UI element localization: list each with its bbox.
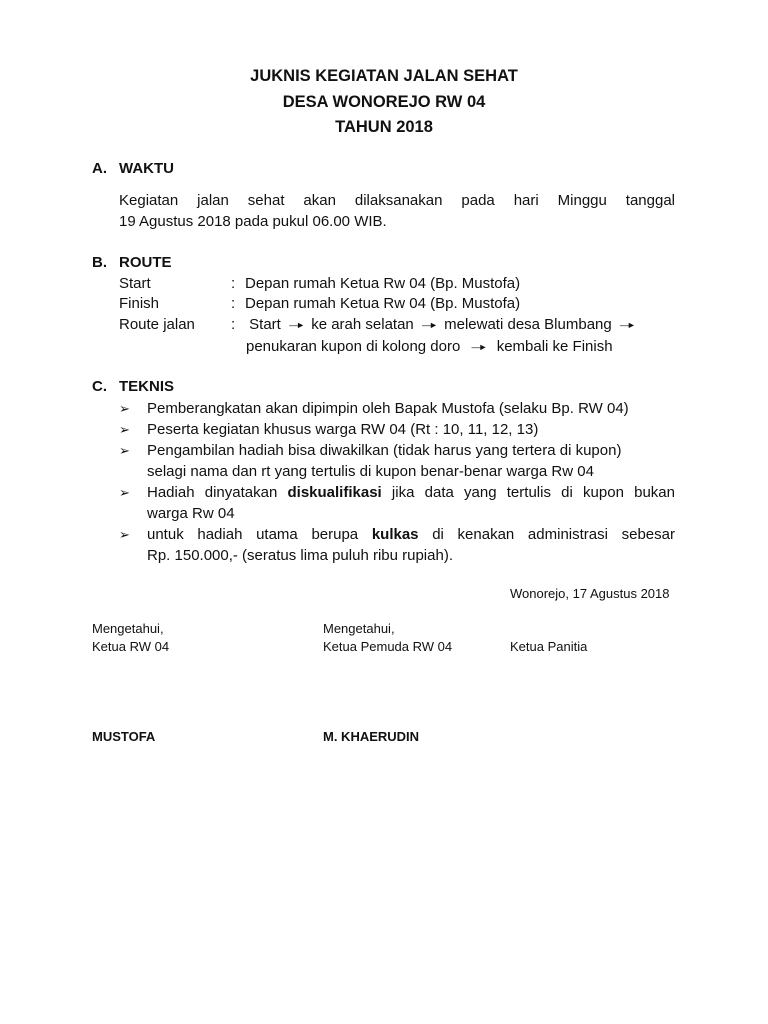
teknis-item-4-line-1 [147,482,675,503]
route-step-south: ke arah selatan [311,316,414,333]
section-a-text-line-1: Kegiatan jalan sehat akan dilaksanakan pada hari Minggu tanggal [119,192,675,209]
section-b-title: ROUTE [119,254,172,271]
section-a-title: WAKTU [119,160,174,177]
teknis-item-5 [119,524,675,566]
col2-known-label: Mengetahui, [323,621,395,636]
arrowhead-bullet-icon: ➢ [119,527,130,542]
arrow-right-icon: —► [619,320,634,331]
section-b-heading [92,253,172,273]
route-path-colon: : [231,316,236,333]
teknis-item-3-line-2: selagi nama dan rt yang tertulis di kupon benar-benar warga Rw 04 [147,463,594,480]
teknis-item-5-line-2: Rp. 150.000,- (seratus lima puluh ribu rupiah). [147,547,453,564]
section-a-text-line-2: 19 Agustus 2018 pada pukul 06.00 WIB. [119,213,387,230]
section-c-letter: C. [92,378,107,395]
route-finish-value: Depan rumah Ketua Rw 04 (Bp. Mustofa) [245,295,521,312]
arrow-right-icon: —► [289,320,303,331]
route-start-colon: : [231,275,236,292]
document-title-line-3: TAHUN 2018 [335,118,433,136]
route-start-label: Start [119,275,151,292]
route-step-blumbang: melewati desa Blumbang [444,316,612,333]
place-date: Wonorejo, 17 Agustus 2018 [510,586,670,601]
col1-signer-name: MUSTOFA [92,729,156,744]
route-path-label: Route jalan [119,316,195,333]
teknis-item-2 [119,419,675,440]
teknis-item-5-line-1 [147,524,675,545]
arrowhead-bullet-icon: ➢ [119,443,130,458]
teknis-item-1-text: Pemberangkatan akan dipimpin oleh Bapak Mustofa (selaku Bp. RW 04) [147,400,629,417]
route-finish-row [119,294,520,314]
teknis-item-5-fridge: kulkas [371,526,419,543]
section-c-heading [92,377,174,397]
teknis-item-2-text: Peserta kegiatan khusus warga RW 04 (Rt : 10, 11, 12, 13) [147,421,539,438]
route-start-row [119,274,520,294]
teknis-item-4-post: jika data yang tertulis di kupon bukan [381,484,675,501]
teknis-item-4-line-2: warga Rw 04 [147,505,235,522]
section-c-title: TEKNIS [119,378,175,395]
route-step-start: Start [249,316,281,333]
arrow-right-icon: —► [471,342,486,353]
route-step-finish: kembali ke Finish [496,338,613,355]
teknis-item-3-line-1: Pengambilan hadiah bisa diwakilkan (tidak harus yang tertera di kupon) [147,442,622,459]
arrowhead-bullet-icon: ➢ [119,401,130,416]
route-path-row [119,315,638,335]
teknis-item-1 [119,398,675,419]
teknis-item-5-pre: untuk hadiah utama berupa [147,526,372,543]
teknis-item-3 [119,440,675,482]
document-title-line-1: JUKNIS KEGIATAN JALAN SEHAT [250,67,518,85]
route-finish-colon: : [231,295,236,312]
teknis-item-4 [119,482,675,524]
route-path-row-2 [246,337,613,357]
arrowhead-bullet-icon: ➢ [119,422,130,437]
col1-role: Ketua RW 04 [92,639,170,654]
section-a-letter: A. [92,160,107,177]
section-a-heading [92,159,174,179]
arrow-right-icon: —► [421,320,436,331]
arrowhead-bullet-icon: ➢ [119,485,130,500]
col2-signer-name: M. KHAERUDIN [323,729,420,744]
document-title-line-2: DESA WONOREJO RW 04 [282,93,486,111]
col1-known-label: Mengetahui, [92,621,164,636]
teknis-item-4-pre: Hadiah dinyatakan [147,484,288,501]
section-b-letter: B. [92,254,107,271]
col2-role: Ketua Pemuda RW 04 [323,639,453,654]
col3-role: Ketua Panitia [510,639,588,654]
teknis-item-5-post: di kenakan administrasi sebesar [418,526,675,543]
route-start-value: Depan rumah Ketua Rw 04 (Bp. Mustofa) [245,275,521,292]
route-step-kupon: penukaran kupon di kolong doro [246,338,461,355]
route-finish-label: Finish [119,295,160,312]
teknis-item-4-disqualified: diskualifikasi [287,484,382,501]
